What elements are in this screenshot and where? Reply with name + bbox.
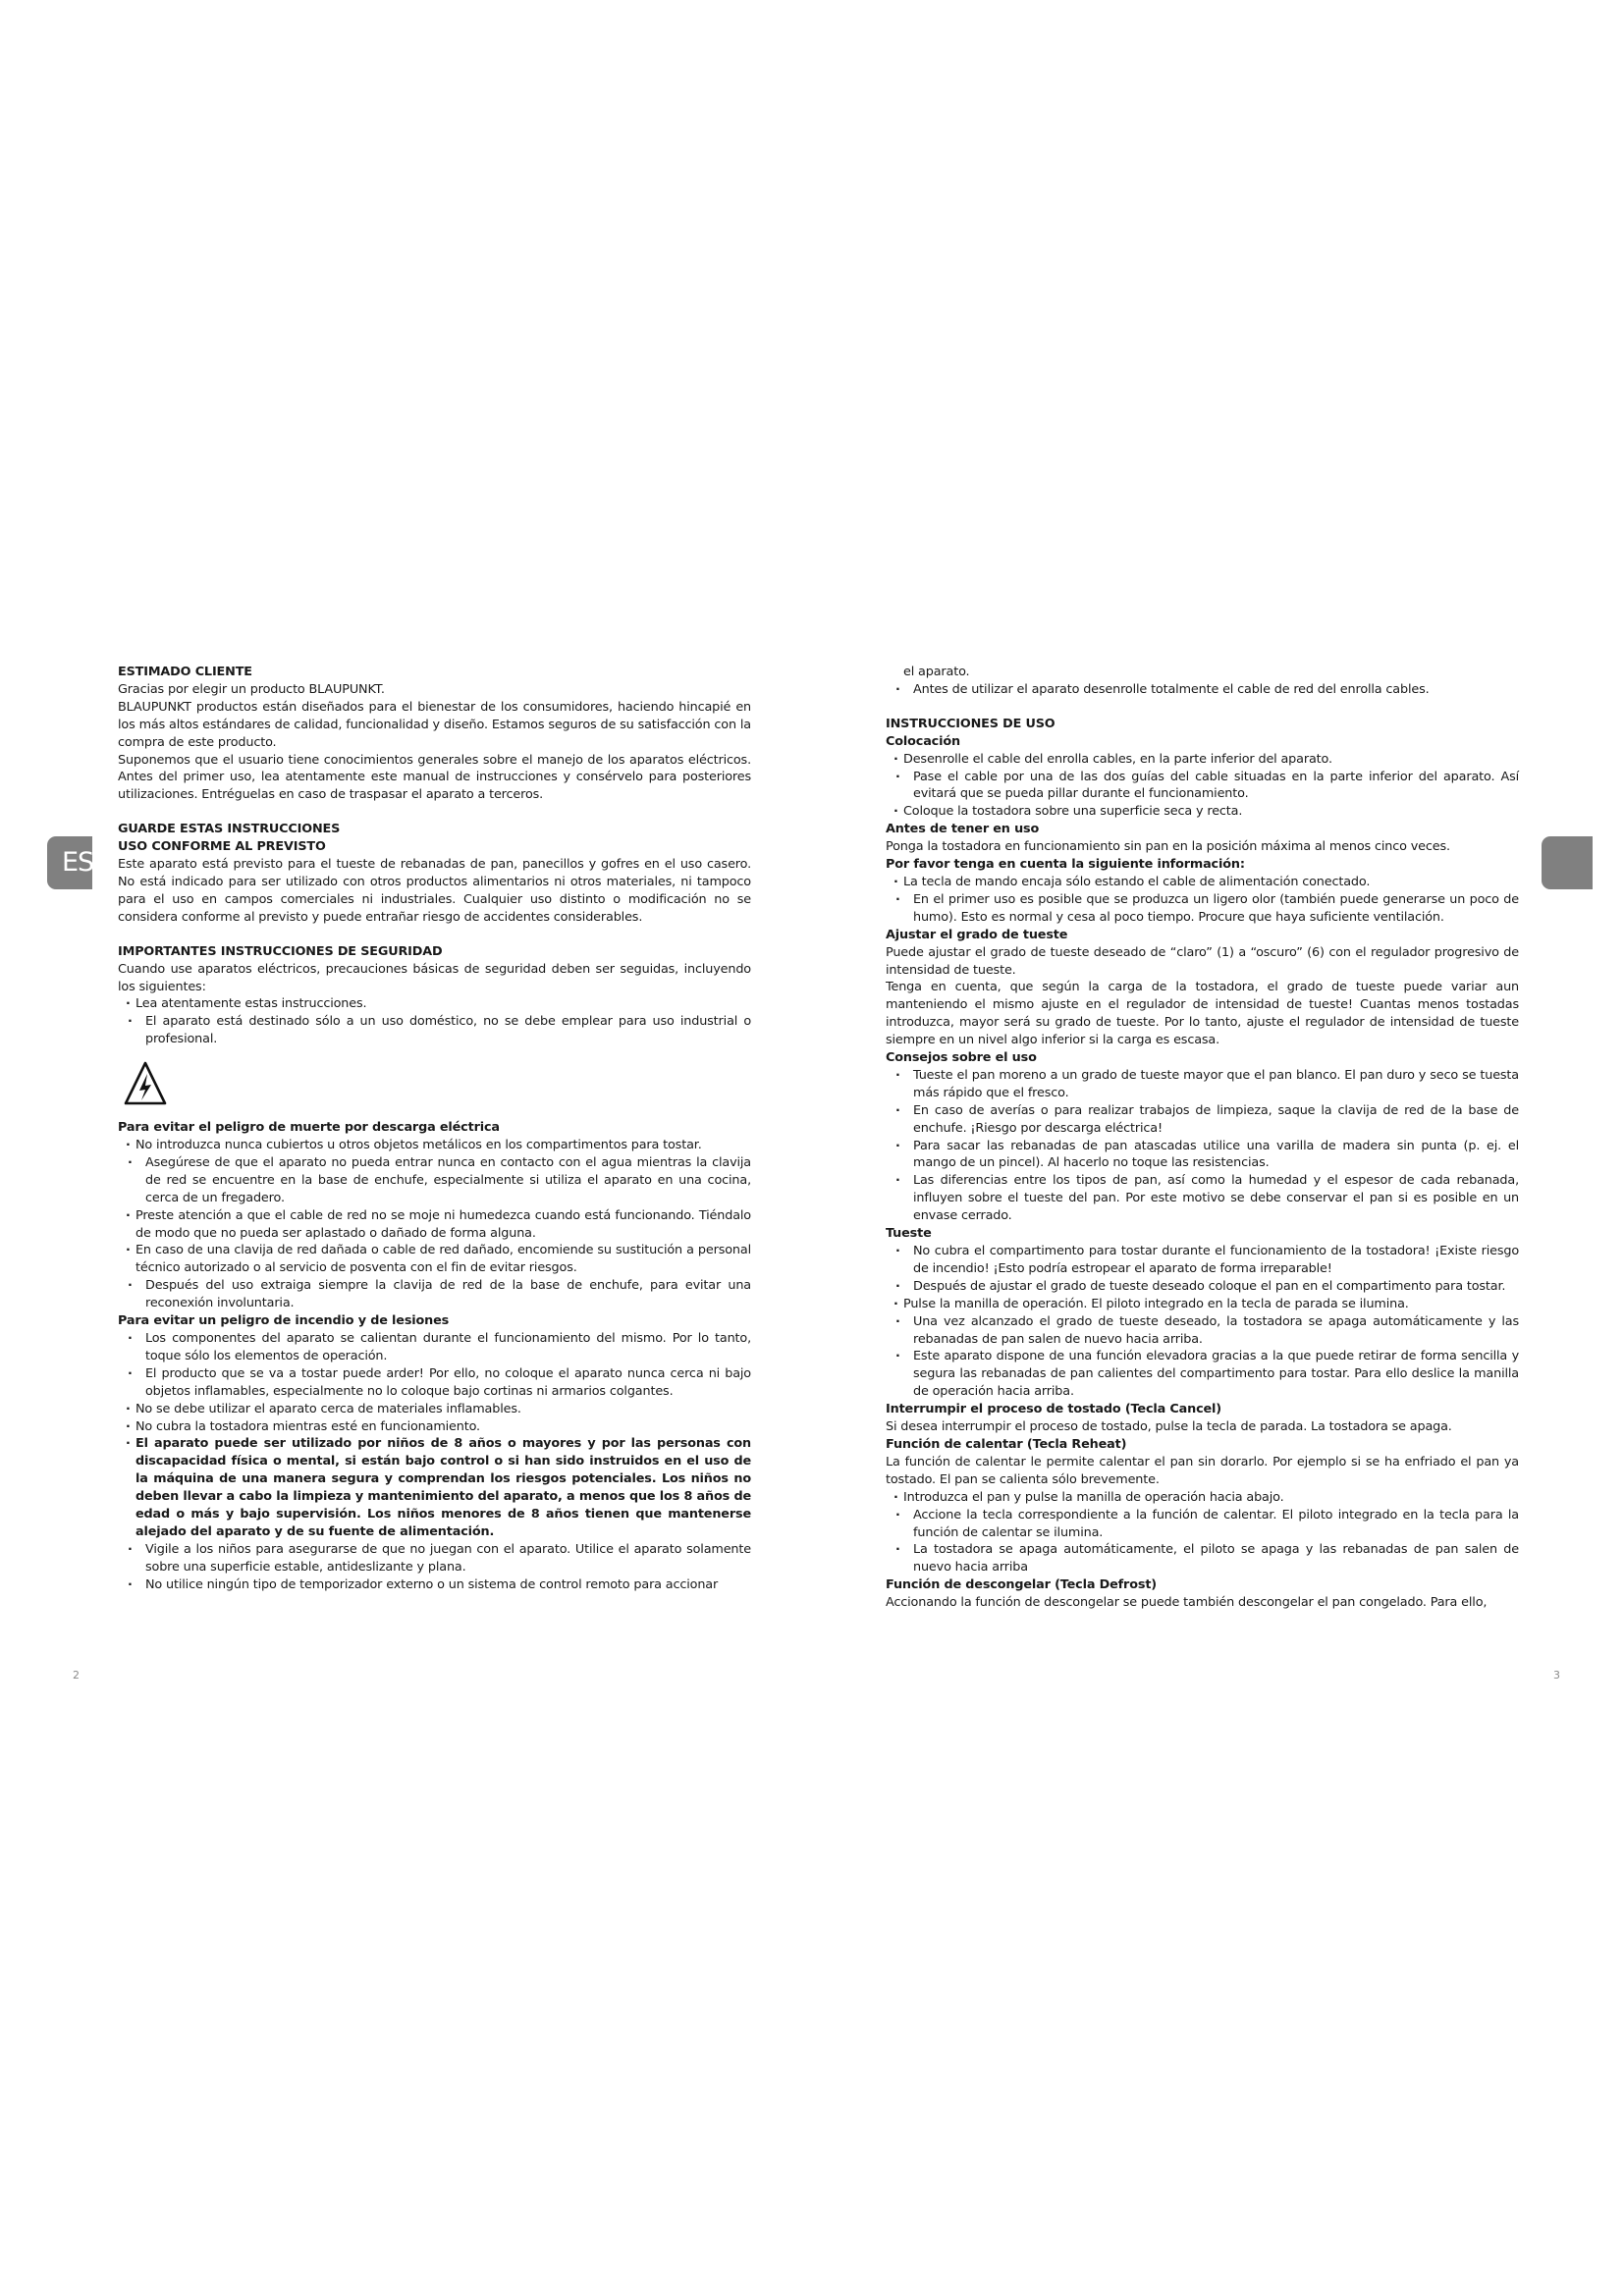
list-item: · No introduzca nunca cubiertos u otros objetos metálicos en los compartimentos para tostar.: [118, 1137, 751, 1154]
list-item: · Introduzca el pan y pulse la manilla de operación hacia abajo.: [886, 1489, 1519, 1507]
right-page-column: [886, 664, 1519, 1612]
list-item: · No utilice ningún tipo de temporizador externo o un sistema de control remoto para accionar: [118, 1576, 751, 1594]
list-item: · Una vez alcanzado el grado de tueste deseado, la tostadora se apaga automáticamente y las rebanadas de pan salen de nuevo hacia arriba.: [886, 1313, 1519, 1349]
toast-list: [886, 1243, 1519, 1401]
tips-heading: Consejos sobre el uso: [886, 1050, 1037, 1066]
safety-heading: IMPORTANTES INSTRUCCIONES DE SEGURIDAD: [118, 943, 443, 959]
defrost-paragraph: Accionando la función de descongelar se puede también descongelar el pan congelado. Para ello,: [886, 1595, 1488, 1611]
safety-paragraph: Cuando use aparatos eléctricos, precauciones básicas de seguridad deben ser seguidas, incluyendo los siguientes:: [118, 961, 751, 994]
before-use-heading: Antes de tener en uso: [886, 822, 1040, 837]
shock-heading: Para evitar el peligro de muerte por descarga eléctrica: [118, 1120, 500, 1136]
note-heading: Por favor tenga en cuenta la siguiente información:: [886, 857, 1245, 873]
list-item: · Después de ajustar el grado de tueste deseado coloque el pan en el compartimento para tostar.: [886, 1278, 1519, 1296]
placement-list: [886, 751, 1519, 822]
intro-heading: ESTIMADO CLIENTE: [118, 665, 252, 679]
list-item: · En caso de una clavija de red dañada o cable de red dañado, encomiende su sustitución a personal técnico autorizado o al servicio de posventa con el fin de evitar riesgos.: [118, 1242, 751, 1277]
safety-list: [118, 995, 751, 1048]
list-item: · Coloque la tostadora sobre una superficie seca y recta.: [886, 803, 1519, 821]
before-use-paragraph: Ponga la tostadora en funcionamiento sin pan en la posición máxima al menos cinco veces.: [886, 839, 1450, 855]
intro-paragraph: Suponemos que el usuario tiene conocimientos generales sobre el manejo de los aparatos eléctricos. Antes del primer uso, lea atentamente este manual de instrucciones y consérvelo para posteriores utilizaciones. Entréguelas en caso de traspasar el aparato a terceros.: [118, 752, 751, 803]
language-tab-label: ESE: [62, 847, 110, 878]
list-item: · El producto que se va a tostar puede arder! Por ello, no coloque el aparato nunca cerca ni bajo objetos inflamables, especialmente no lo coloque bajo cortinas ni armarios colgantes.: [118, 1365, 751, 1401]
intro-paragraph: BLAUPUNKT productos están diseñados para el bienestar de los consumidores, haciendo hincapié en los más altos estándares de calidad, funcionalidad y diseño. Estamos seguros de su satisfacción con la compra de este producto.: [118, 699, 751, 750]
list-item: · No cubra el compartimento para tostar durante el funcionamiento de la tostadora! ¡Existe riesgo de incendio! ¡Esto podría estropear el aparato de forma irreparable!: [886, 1243, 1519, 1278]
toast-heading: Tueste: [886, 1226, 932, 1242]
electric-shock-warning-icon: [123, 1060, 168, 1107]
placement-heading: Colocación: [886, 733, 960, 749]
list-item: · Lea atentamente estas instrucciones.: [118, 995, 751, 1013]
list-item: · El aparato puede ser utilizado por niños de 8 años o mayores y por las personas con discapacidad física o mental, si están bajo control o si han sido instruidos en el uso de la máquina de una manera segura y comprendan los riesgos potenciales. Los niños no deben llevar a cabo la limpieza y mantenimiento del aparato, a menos que los 8 años de edad o más y bajo supervisión. Los niños menores de 8 años tienen que mantenerse alejado del aparato y de su fuente de alimentación.: [118, 1435, 751, 1540]
list-item: · La tecla de mando encaja sólo estando el cable de alimentación conectado.: [886, 874, 1519, 891]
list-item: · Preste atención a que el cable de red no se moje ni humedezca cuando está funcionando. Tiéndalo de modo que no pueda ser aplastado o dañado de forma alguna.: [118, 1207, 751, 1243]
note-list: [886, 874, 1519, 927]
intended-use-heading: USO CONFORME AL PREVISTO: [118, 839, 326, 855]
list-item: · El aparato está destinado sólo a un uso doméstico, no se debe emplear para uso industrial o profesional.: [118, 1013, 751, 1048]
usage-heading: INSTRUCCIONES DE USO: [886, 716, 1056, 731]
page-number-left: 2: [73, 1669, 80, 1682]
list-item: · Antes de utilizar el aparato desenrolle totalmente el cable de red del enrolla cables.: [886, 681, 1519, 699]
fire-heading: Para evitar un peligro de incendio y de lesiones: [118, 1313, 450, 1329]
list-item: · En el primer uso es posible que se produzca un ligero olor (también puede generarse un poco de humo). Esto es normal y cesa al poco tiempo. Procure que haya suficiente ventilación.: [886, 891, 1519, 927]
cable-list: [886, 681, 1519, 699]
reheat-heading: Función de calentar (Tecla Reheat): [886, 1436, 1127, 1452]
reheat-paragraph: La función de calentar le permite calentar el pan sin dorarlo. Por ejemplo si se ha enfriado el pan ya tostado. El pan se calienta sólo brevemente.: [886, 1454, 1519, 1487]
list-item: · Tueste el pan moreno a un grado de tueste mayor que el pan blanco. El pan duro y seco se tuesta más rápido que el fresco.: [886, 1067, 1519, 1102]
shock-list: [118, 1137, 751, 1312]
fire-list: [118, 1330, 751, 1594]
list-item: · Después del uso extraiga siempre la clavija de red de la base de enchufe, para evitar una reconexión involuntaria.: [118, 1277, 751, 1312]
list-item: · Desenrolle el cable del enrolla cables, en la parte inferior del aparato.: [886, 751, 1519, 769]
intro-paragraph: Gracias por elegir un producto BLAUPUNKT.: [118, 681, 385, 697]
defrost-heading: Función de descongelar (Tecla Defrost): [886, 1577, 1157, 1593]
language-tab: [47, 836, 110, 889]
browning-heading: Ajustar el grado de tueste: [886, 927, 1068, 942]
list-item: · Accione la tecla correspondiente a la función de calentar. El piloto integrado en la tecla para la función de calentar se ilumina.: [886, 1507, 1519, 1542]
browning-paragraph: Tenga en cuenta, que según la carga de la tostadora, el grado de tueste puede variar aun manteniendo el mismo ajuste en el regulador de intensidad de tueste! Cuantas menos tostadas introduzca, mayor será su grado de tueste. Por lo tanto, ajuste el regulador de intensidad de tueste siempre en un nivel algo inferior si la carga es escasa.: [886, 980, 1519, 1048]
list-item: · La tostadora se apaga automáticamente, el piloto se apaga y las rebanadas de pan salen de nuevo hacia arriba: [886, 1541, 1519, 1576]
list-item: · Las diferencias entre los tipos de pan, así como la humedad y el espesor de cada rebanada, influyen sobre el tueste del pan. Por este motivo se debe conservar el pan si es posible en un envase cerrado.: [886, 1172, 1519, 1225]
list-item: · Asegúrese de que el aparato no pueda entrar nunca en contacto con el agua mientras la clavija de red se encuentre en la base de enchufe, especialmente si utiliza el aparato en una cocina, cerca de un fregadero.: [118, 1154, 751, 1207]
list-item: · No se debe utilizar el aparato cerca de materiales inflamables.: [118, 1401, 751, 1418]
page-number-right: 3: [1553, 1669, 1560, 1682]
cancel-paragraph: Si desea interrumpir el proceso de tostado, pulse la tecla de parada. La tostadora se apaga.: [886, 1419, 1452, 1435]
intended-use-paragraph: Este aparato está previsto para el tueste de rebanadas de pan, panecillos y gofres en el uso casero. No está indicado para ser utilizado con otros productos alimentarios ni otros materiales, ni tampoco para el uso en campos comerciales ni industriales. Cualquier uso distinto o modificación no se considera conforme al previsto y puede entrañar riesgo de accidentes considerables.: [118, 857, 751, 925]
list-item: · Este aparato dispone de una función elevadora gracias a la que puede retirar de forma sencilla y segura las rebanadas de pan calientes del compartimento para tostar. Para ello deslice la manilla de operación hacia arriba.: [886, 1348, 1519, 1401]
continued-text: el aparato.: [903, 665, 970, 679]
left-page-column: [118, 664, 751, 1594]
list-item: · Vigile a los niños para asegurarse de que no juegan con el aparato. Utilice el aparato solamente sobre una superficie estable, antideslizante y plana.: [118, 1541, 751, 1576]
list-item: · En caso de averías o para realizar trabajos de limpieza, saque la clavija de red de la base de enchufe. ¡Riesgo por descarga eléctrica!: [886, 1102, 1519, 1138]
list-item: · Pulse la manilla de operación. El piloto integrado en la tecla de parada se ilumina.: [886, 1296, 1519, 1313]
language-tab-right: [1542, 836, 1593, 889]
browning-paragraph: Puede ajustar el grado de tueste deseado de “claro” (1) a “oscuro” (6) con el regulador progresivo de intensidad de tueste.: [886, 944, 1519, 978]
cancel-heading: Interrumpir el proceso de tostado (Tecla Cancel): [886, 1402, 1221, 1417]
list-item: · No cubra la tostadora mientras esté en funcionamiento.: [118, 1418, 751, 1436]
reheat-list: [886, 1489, 1519, 1577]
list-item: · Pase el cable por una de las dos guías del cable situadas en la parte inferior del aparato. Así evitará que se pueda pillar durante el funcionamiento.: [886, 769, 1519, 804]
keep-instructions-heading: GUARDE ESTAS INSTRUCCIONES: [118, 822, 341, 837]
list-item: · Los componentes del aparato se calientan durante el funcionamiento del mismo. Por lo tanto, toque sólo los elementos de operación.: [118, 1330, 751, 1365]
list-item: · Para sacar las rebanadas de pan atascadas utilice una varilla de madera sin punta (p. ej. el mango de un pincel). Al hacerlo no toque las resistencias.: [886, 1138, 1519, 1173]
tips-list: [886, 1067, 1519, 1225]
